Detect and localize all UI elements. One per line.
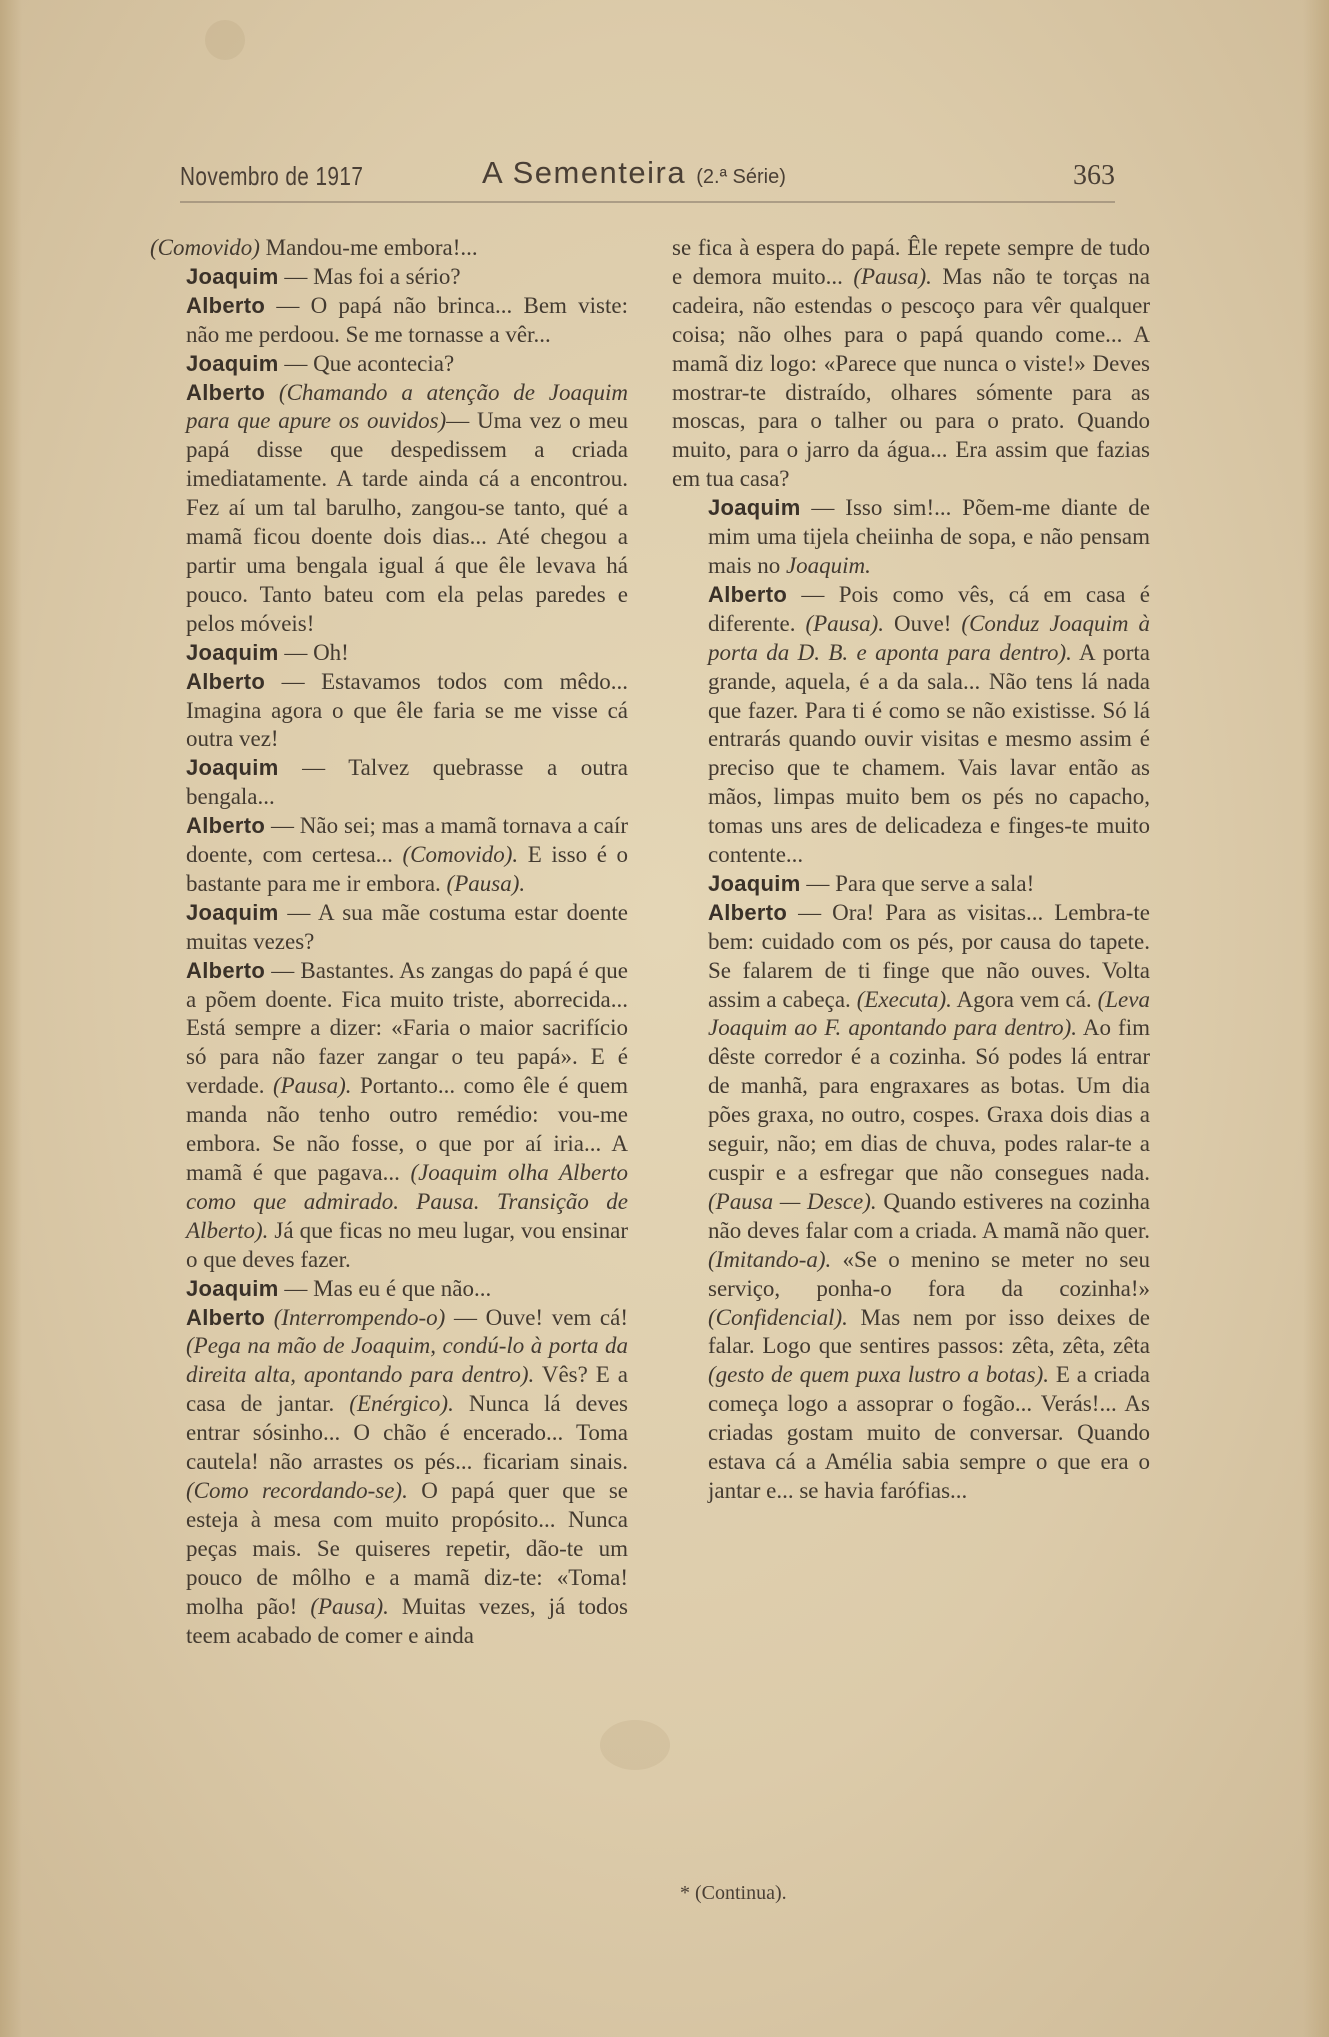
dialogue-text: — Ora! Para as visitas... Lembra-te bem: cuidado com os pés, por causa do tapete. Se falarem de ti finge que não ouves. Volta assim a cabeça. xyxy=(708,899,1150,1012)
dialogue-text: — Bastantes. As zangas do papá é que a põem doente. Fica muito triste, aborrecida... Está sempre a dizer: «Faria o maior sacrifício só para não fazer zangar o teu papá». E é verdade. xyxy=(186,957,628,1099)
paragraph xyxy=(150,1275,628,1304)
speaker-name: Alberto xyxy=(186,292,266,318)
dialogue-text: — Oh! xyxy=(278,639,349,665)
dialogue-text: A porta grande, aquela, é a da sala... Não tens lá nada que fazer. Para ti é como se não existisse. Só lá entrarás quando ouvir visitas e mesmo assim é preciso que te chamem. Vais lavar então as mãos, limpas muito bem os pés no capacho, tomas uns ares de delicadeza e finges-te muito contente... xyxy=(708,639,1150,868)
dialogue-text: — Para que serve a sala! xyxy=(800,870,1035,896)
paper-stain xyxy=(600,1720,670,1770)
page-edge-right xyxy=(1303,0,1329,2037)
paragraph xyxy=(672,494,1150,581)
stage-direction: (Como recordando-se). xyxy=(186,1477,408,1503)
dialogue-text: — Mas eu é que não... xyxy=(278,1275,492,1301)
stage-direction: (Joaquim olha Alberto como que admirado. Pausa. Transição de Alberto). xyxy=(186,1160,628,1243)
paragraph xyxy=(672,234,1150,494)
dialogue-text: O papá quer que se esteja à mesa com muito propósito... Nunca peças mais. Se quiseres repetir, dão-te um pouco de môlho e a mamã diz-te: «Toma! molha pão! xyxy=(186,1477,629,1619)
header-date: Novembro de 1917 xyxy=(180,161,364,191)
dialogue-text: — Pois como vês, cá em casa é diferente. xyxy=(708,581,1150,636)
stage-direction: (Pausa — Desce). xyxy=(708,1188,877,1214)
paragraph xyxy=(150,668,628,755)
speaker-name: Alberto xyxy=(186,379,266,405)
dialogue-text: — O papá não brinca... Bem viste: não me perdoou. Se me tornasse a vêr... xyxy=(186,292,628,347)
paragraph xyxy=(150,379,628,639)
speaker-name: Joaquim xyxy=(186,350,279,376)
text-column-right xyxy=(672,234,1150,1506)
paragraph xyxy=(150,234,628,263)
stage-direction: (Enérgico). xyxy=(349,1391,454,1417)
speaker-name: Joaquim xyxy=(186,639,279,665)
stage-direction: (Leva Joaquim ao F. apontando para dentro). xyxy=(708,986,1150,1041)
paragraph xyxy=(150,812,628,899)
paragraph xyxy=(150,263,628,292)
speaker-name: Joaquim xyxy=(708,495,801,521)
stage-direction: (Pausa). xyxy=(805,610,885,636)
speaker-name: Joaquim xyxy=(708,870,801,896)
dialogue-text: Portanto... como êle é quem manda não tenho outro remédio: vou-me embora. Se não fosse, o que por aí iria... A mamã é que pagava... xyxy=(186,1073,628,1185)
dialogue-text: — Ouve! vem cá! xyxy=(445,1304,628,1330)
dialogue-text: — Que acontecia? xyxy=(278,350,455,376)
dialogue-text: — A sua mãe costuma estar doente muitas vezes? xyxy=(186,899,628,954)
dialogue-text: «Se o menino se meter no seu serviço, ponha-o fora da cozinha!» xyxy=(708,1246,1150,1301)
paragraph xyxy=(150,754,628,812)
dialogue-text: Nunca lá deves entrar sósinho... O chão é encerado... Toma cautela! não arrastes os pés... ficariam sinais. xyxy=(186,1391,628,1475)
stage-direction: (Pega na mão de Joaquim, condú-lo à porta da direita alta, apontando para dentro). xyxy=(186,1333,628,1388)
dialogue-text: Ouve! xyxy=(884,610,962,636)
stage-direction: (Conduz Joaquim à porta da D. B. e aponta para dentro). xyxy=(708,610,1150,665)
dialogue-text: Muitas vezes, já todos teem acabado de comer e ainda xyxy=(186,1593,628,1648)
stage-direction: (Interrompendo-o) xyxy=(273,1304,446,1330)
page-edge-left xyxy=(0,0,22,2037)
paragraph xyxy=(150,350,628,379)
stage-direction: (Pausa). xyxy=(272,1073,352,1099)
speaker-name: Alberto xyxy=(186,957,266,983)
dialogue-text xyxy=(265,380,279,405)
stage-direction: (Chamando a atenção de Joaquim para que apure os ouvidos) xyxy=(186,379,628,434)
stage-direction: (Comovido) xyxy=(150,235,260,260)
speaker-name: Alberto xyxy=(708,899,788,925)
speaker-name: Joaquim xyxy=(186,1275,279,1301)
speaker-name: Alberto xyxy=(186,813,266,839)
header-rule xyxy=(180,201,1115,203)
dialogue-text xyxy=(265,1305,274,1330)
dialogue-text: Agora vem cá. xyxy=(951,986,1098,1012)
stage-direction: Joaquim. xyxy=(785,552,871,578)
page-number: 363 xyxy=(1073,160,1115,191)
dialogue-text: — Mas foi a sério? xyxy=(278,263,461,289)
stage-direction: (Comovido). xyxy=(402,842,519,868)
journal-title xyxy=(482,155,786,191)
dialogue-text: E a criada começa logo a assoprar o fogão... Verás!... As criadas gostam muito de conversar. Quando estava cá a Amélia sabia sempre o que era o jantar e... se havia farófias... xyxy=(708,1362,1150,1503)
continued-label: (Continua). xyxy=(695,1882,787,1904)
speaker-name: Joaquim xyxy=(186,263,279,289)
dialogue-text: Mas nem por isso deixes de falar. Logo que sentires passos: zêta, zêta, zêta xyxy=(708,1304,1150,1359)
dialogue-text: Ao fim dêste corredor é a cozinha. Só podes lá entrar de manhã, para engraxares as botas. Um dia pões graxa, no outro, cospes. Graxa dois dias a seguir, não; em dias de chuva, podes ralar-te a cuspir e a esfregar que não consegues nada. xyxy=(708,1015,1151,1185)
speaker-name: Alberto xyxy=(708,581,788,607)
paragraph xyxy=(150,899,628,957)
dialogue-text: E isso é o bastante para me ir embora. xyxy=(186,842,628,896)
dialogue-text: — Isso sim!... Põem-me diante de mim uma tijela cheiinha de sopa, e não pensam mais no xyxy=(708,495,1150,578)
stage-direction: (Imitando-a). xyxy=(708,1246,832,1272)
speaker-name: Joaquim xyxy=(186,899,279,925)
speaker-name: Alberto xyxy=(186,668,266,694)
stage-direction: (Pausa). xyxy=(853,263,932,289)
dialogue-text: Quando estiveres na cozinha não deves falar com a criada. A mamã não quer. xyxy=(708,1188,1150,1243)
stage-direction: (gesto de quem puxa lustro a botas). xyxy=(708,1362,1050,1388)
speaker-name: Alberto xyxy=(186,1304,266,1330)
running-header xyxy=(180,155,1115,195)
paragraph xyxy=(150,1304,628,1651)
dialogue-text: — Talvez quebrasse a outra bengala... xyxy=(186,755,628,810)
continued-note: * (Continua). xyxy=(680,1882,787,1904)
dialogue-text: Vês? E a casa de jantar. xyxy=(186,1362,628,1417)
stage-direction: (Executa). xyxy=(856,986,952,1012)
stage-direction: (Pausa). xyxy=(310,1593,389,1619)
dialogue-text: se fica à espera do papá. Êle repete sempre de tudo e demora muito... xyxy=(672,235,1150,289)
paragraph xyxy=(672,899,1150,1506)
paper-stain xyxy=(205,20,245,60)
journal-name: A Sementeira xyxy=(482,155,687,190)
dialogue-text: Mandou-me embora!... xyxy=(259,235,478,260)
paragraph xyxy=(672,581,1150,870)
dialogue-text: Mas não te torças na cadeira, não estendas o pescoço para vêr qualquer coisa; não olhes para o papá quando come... A mamã diz logo: «Parece que nunca o viste!» Deves mostrar-te distraído, olhares sómente para as moscas, para o talher ou para o prato. Quando muito, para o jarro da água... Era assim que fazias em tua casa? xyxy=(672,263,1150,492)
stage-direction: (Confidencial). xyxy=(708,1304,848,1330)
paragraph xyxy=(150,292,628,350)
series-label: (2.ª Série) xyxy=(696,166,786,188)
text-column-left xyxy=(150,234,628,1650)
stage-direction: (Pausa). xyxy=(446,870,526,896)
dialogue-text: — Estavamos todos com mêdo... Imagina agora o que êle faria se me visse cá outra vez! xyxy=(186,668,628,752)
dialogue-text: — Não sei; mas a mamã tornava a caír doente, com certesa... xyxy=(186,813,628,868)
dialogue-text: Já que ficas no meu lugar, vou ensinar o que deves fazer. xyxy=(186,1217,628,1272)
paragraph xyxy=(150,639,628,668)
speaker-name: Joaquim xyxy=(186,755,279,781)
dialogue-text: — Uma vez o meu papá disse que despedissem a criada imediatamente. A tarde ainda cá a encontrou. Fez aí um tal barulho, zangou-se tanto, qué a mamã ficou doente dois dias... Até chegou a partir uma bengala igual á que êle levava há pouco. Tanto bateu com ela pelas paredes e pelos móveis! xyxy=(186,408,628,636)
paragraph xyxy=(672,870,1150,899)
paragraph xyxy=(150,957,628,1275)
